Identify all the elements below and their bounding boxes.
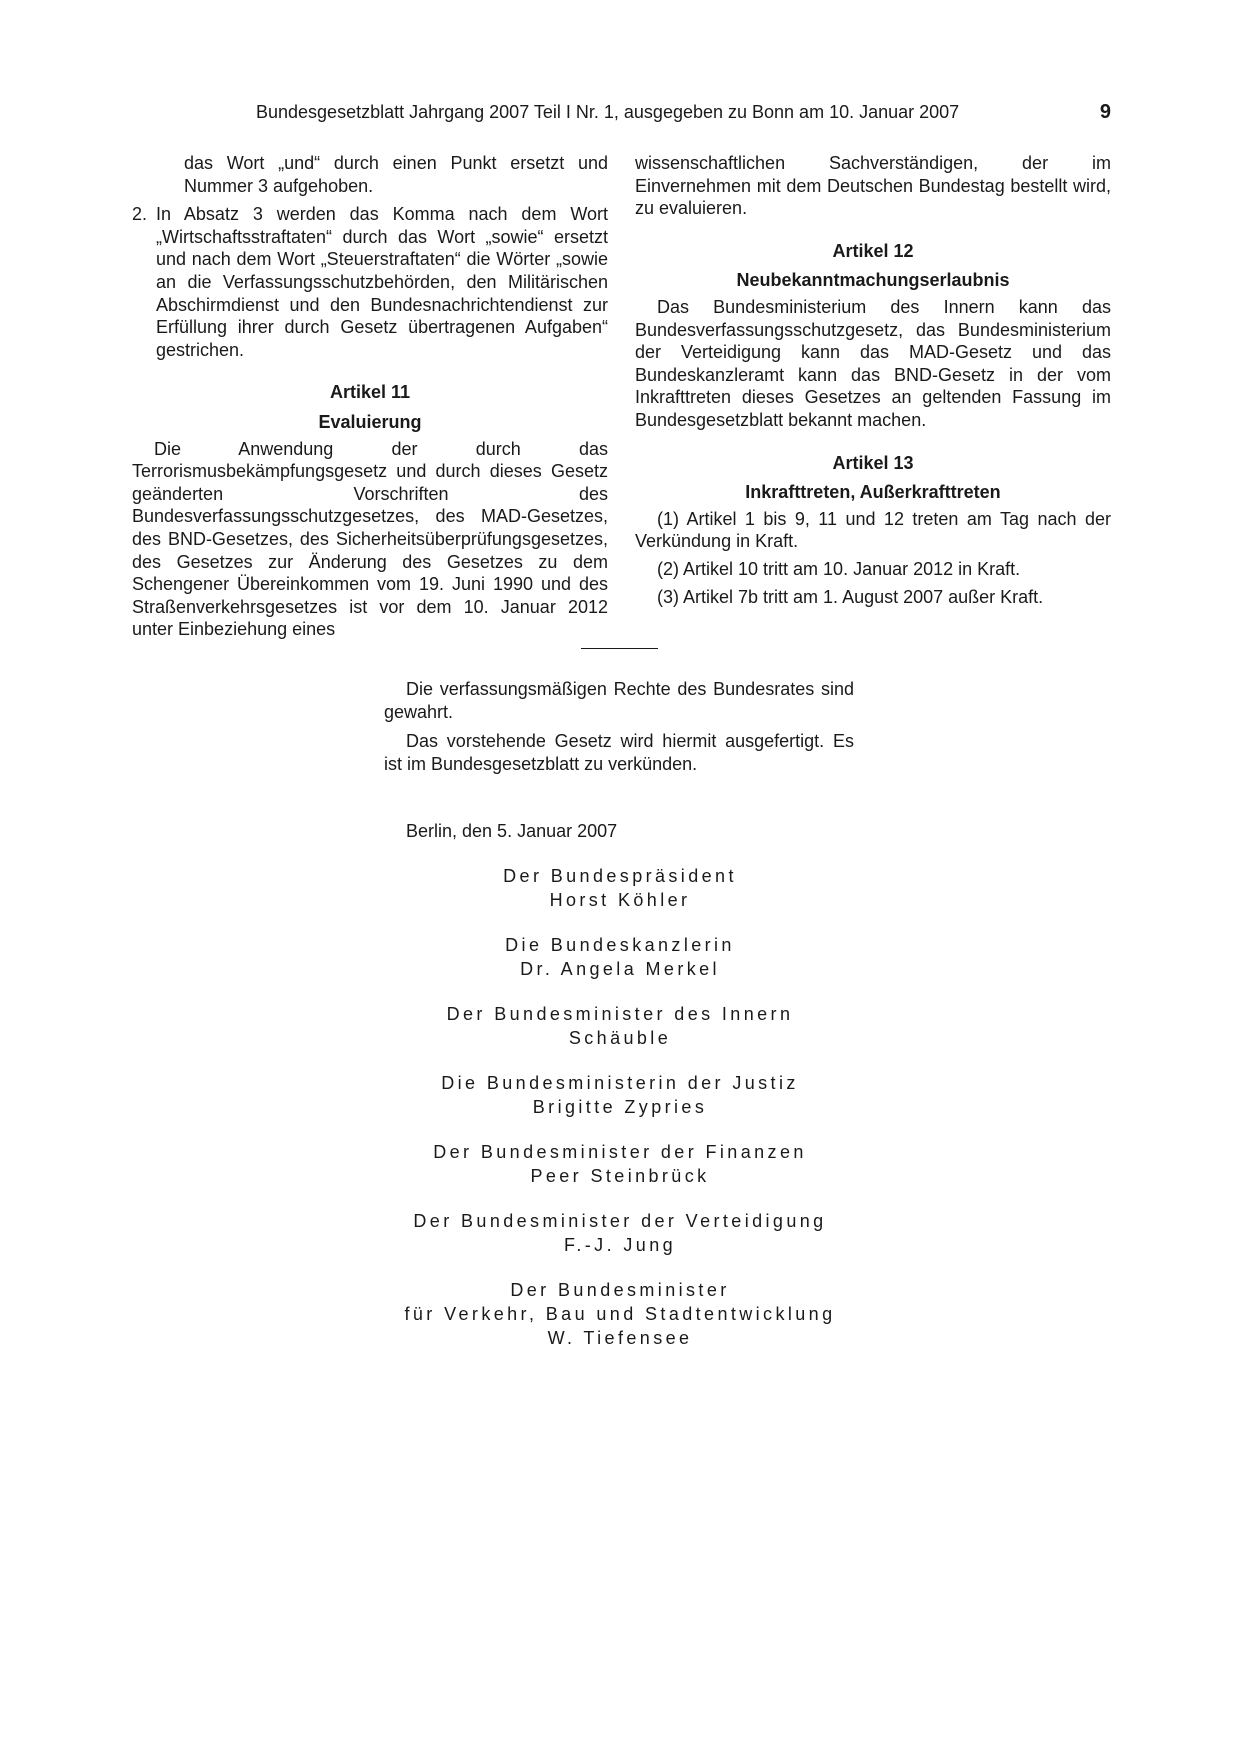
signature-office: Der Bundesminister der Verteidigung bbox=[413, 1211, 827, 1231]
signature-office: Der Bundespräsident bbox=[503, 866, 737, 886]
signature-block bbox=[300, 864, 940, 1371]
signature-name: W. Tiefensee bbox=[547, 1328, 693, 1348]
signature-interior-minister bbox=[300, 1002, 940, 1050]
signature-justice-minister bbox=[300, 1071, 940, 1119]
running-title: Bundesgesetzblatt Jahrgang 2007 Teil I Nr. 1, ausgegeben zu Bonn am 10. Januar 2007 bbox=[256, 102, 960, 122]
list-item-text: In Absatz 3 werden das Komma nach dem Wort „Wirtschaftsstraftaten“ durch das Wort „sowie“ ersetzt und nach dem Wort „Steuerstraftaten“ die Wörter „sowie an die Verfassungsschutzbehörden, den Militärischen Abschirmdienst und den Bundesnachrichtendienst zur Erfüllung ihrer durch Gesetz übertragenen Aufgaben“ gestrichen. bbox=[156, 204, 608, 360]
artikel-13-paragraph-1: (1) Artikel 1 bis 9, 11 und 12 treten am Tag nach der Verkündung in Kraft. bbox=[635, 508, 1111, 552]
page-number: 9 bbox=[1099, 101, 1111, 123]
artikel-13-paragraph-2: (2) Artikel 10 tritt am 10. Januar 2012 in Kraft. bbox=[657, 558, 1021, 579]
signature-office: Der Bundesminister des Innern bbox=[446, 1004, 794, 1024]
signature-name: Peer Steinbrück bbox=[530, 1166, 710, 1186]
artikel-13-paragraph-3: (3) Artikel 7b tritt am 1. August 2007 außer Kraft. bbox=[657, 586, 1044, 607]
artikel-11-title: Evaluierung bbox=[318, 411, 422, 432]
artikel-12-title: Neubekanntmachungserlaubnis bbox=[736, 270, 1010, 291]
artikel-12-text: Das Bundesministerium des Innern kann das Bundesverfassungsschutzgesetz, das Bundesministerium der Verteidigung kann das MAD-Gesetz und das Bundeskanzleramt kann das BND-Gesetz in der vom Inkrafttreten dieses Gesetzes an geltenden Fassung im Bundesgesetzblatt bekannt machen. bbox=[635, 296, 1111, 430]
continuation-text-right: wissenschaftlichen Sachverständigen, der im Einvernehmen mit dem Deutschen Bundestag bestellt wird, zu evaluieren. bbox=[635, 153, 1111, 219]
signature-chancellor bbox=[300, 933, 940, 981]
signature-name: F.-J. Jung bbox=[563, 1235, 677, 1255]
artikel-11-number: Artikel 11 bbox=[329, 382, 411, 403]
right-column bbox=[635, 152, 1111, 613]
signature-name: Horst Köhler bbox=[549, 890, 691, 910]
signature-office: Der Bundesminister der Finanzen bbox=[433, 1142, 807, 1162]
artikel-13-number: Artikel 13 bbox=[832, 452, 914, 473]
left-column bbox=[132, 152, 608, 646]
artikel-12-number: Artikel 12 bbox=[832, 240, 914, 261]
closing-formula bbox=[384, 678, 854, 782]
closing-paragraph-1: Die verfassungsmäßigen Rechte des Bundesrates sind gewahrt. bbox=[384, 679, 854, 722]
signature-office: Die Bundesministerin der Justiz bbox=[441, 1073, 799, 1093]
list-item-number: 2. bbox=[132, 204, 148, 225]
signature-defence-minister bbox=[300, 1209, 940, 1257]
signature-name: Schäuble bbox=[568, 1028, 672, 1048]
place-date: Berlin, den 5. Januar 2007 bbox=[406, 821, 618, 841]
signature-office-detail: für Verkehr, Bau und Stadtentwicklung bbox=[404, 1304, 836, 1324]
signature-name: Dr. Angela Merkel bbox=[520, 959, 720, 979]
artikel-13-title: Inkrafttreten, Außerkrafttreten bbox=[745, 482, 1001, 503]
signature-name: Brigitte Zypries bbox=[532, 1097, 708, 1117]
section-divider bbox=[581, 648, 658, 649]
continuation-text-left: das Wort „und“ durch einen Punkt ersetzt und Nummer 3 aufgehoben. bbox=[184, 153, 608, 196]
signature-office: Die Bundeskanzlerin bbox=[505, 935, 735, 955]
signature-finance-minister bbox=[300, 1140, 940, 1188]
closing-paragraph-2: Das vorstehende Gesetz wird hiermit ausgefertigt. Es ist im Bundesgesetzblatt zu verkünden. bbox=[384, 731, 854, 774]
list-item-2 bbox=[132, 203, 608, 361]
signature-office: Der Bundesminister bbox=[510, 1280, 730, 1300]
signature-transport-minister bbox=[300, 1278, 940, 1350]
signature-president bbox=[300, 864, 940, 912]
artikel-11-text: Die Anwendung der durch das Terrorismusbekämpfungsgesetz und durch dieses Gesetz geänderten Vorschriften des Bundesverfassungsschutzgesetzes, des MAD-Gesetzes, des BND-Gesetzes, des Sicherheitsüberprüfungsgesetzes, des Gesetzes zur Änderung des Gesetzes zu dem Schengener Übereinkommen vom 19. Juni 1990 und des Straßenverkehrsgesetzes ist vor dem 10. Januar 2012 unter Einbeziehung eines bbox=[132, 438, 608, 640]
